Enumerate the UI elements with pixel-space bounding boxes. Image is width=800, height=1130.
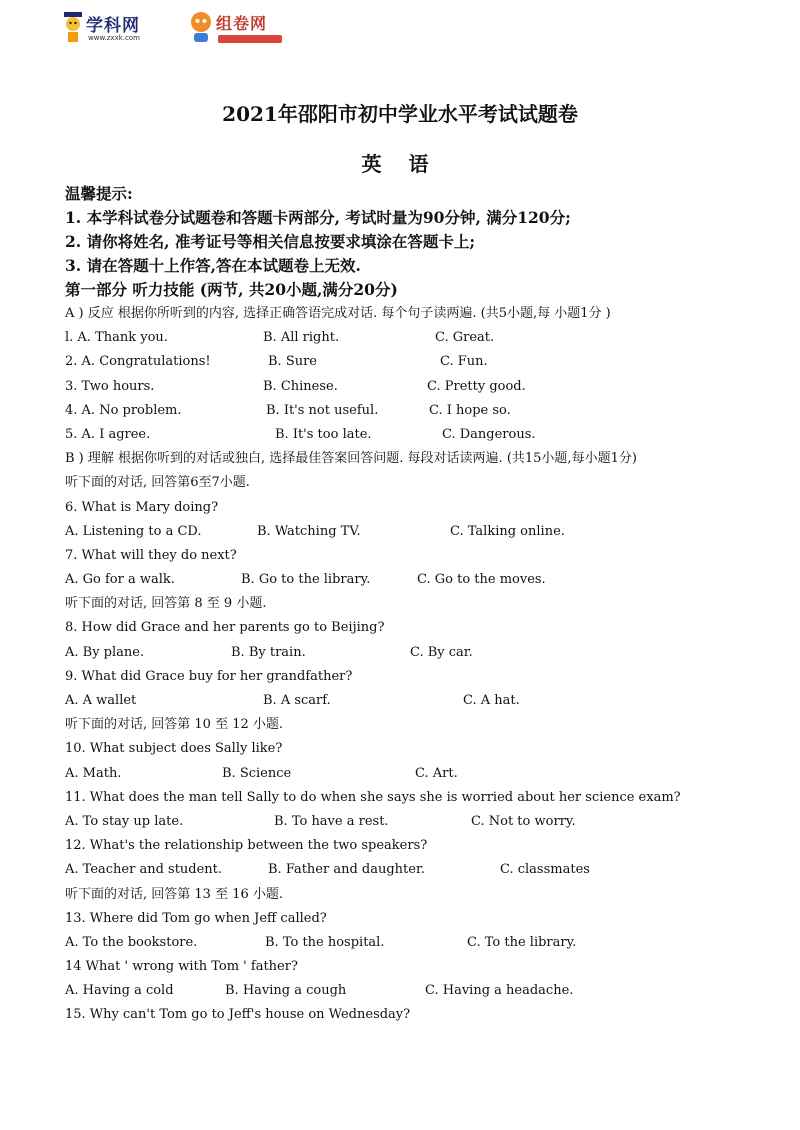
answer-option: B. It's too late. bbox=[275, 426, 372, 442]
answer-option: C. Pretty good. bbox=[427, 378, 526, 394]
answer-option: B. All right. bbox=[263, 330, 340, 346]
answer-options-row bbox=[65, 350, 765, 374]
answer-option: A. Listening to a CD. bbox=[65, 523, 202, 539]
part1-title: 第一部分 听力技能 (两节, 共20小题,满分20分) bbox=[65, 280, 398, 299]
answer-option: B. To have a rest. bbox=[274, 813, 389, 829]
answer-options-row bbox=[65, 858, 765, 882]
question-text-line: 13. Where did Tom go when Jeff called? bbox=[65, 910, 327, 926]
answer-option: C. classmates bbox=[500, 862, 590, 878]
tips-heading: 温馨提示: bbox=[65, 184, 133, 203]
question-lines bbox=[65, 302, 765, 1028]
answer-option: B. Chinese. bbox=[263, 378, 338, 394]
answer-options-row bbox=[65, 399, 765, 423]
answer-option: 3. Two hours. bbox=[65, 378, 155, 394]
answer-option: l. A. Thank you. bbox=[65, 330, 168, 346]
answer-option: B. To the hospital. bbox=[265, 934, 385, 950]
answer-option: B. By train. bbox=[231, 644, 306, 660]
question-text-line: 7. What will they do next? bbox=[65, 547, 237, 563]
answer-option: C. Art. bbox=[415, 765, 458, 781]
answer-option: A. Math. bbox=[65, 765, 122, 781]
answer-option: 4. A. No problem. bbox=[65, 402, 182, 418]
answer-option: C. Talking online. bbox=[450, 523, 565, 539]
question-text-line: 听下面的对话, 回答第 8 至 9 小题. bbox=[65, 596, 267, 612]
answer-option: A. A wallet bbox=[65, 693, 137, 708]
graduate-mascot-icon bbox=[62, 10, 84, 44]
question-text-line: 听下面的对话, 回答第 13 至 16 小题. bbox=[65, 886, 284, 902]
answer-option: C. A hat. bbox=[463, 693, 520, 708]
answer-options-row bbox=[65, 931, 765, 955]
answer-options-row bbox=[65, 326, 765, 350]
answer-option: A. Having a cold bbox=[65, 983, 174, 999]
question-text-line: B ) 理解 根据你听到的对话或独白, 选择最佳答案回答问题. 每段对话读两遍. (共15小题,每小题1分) bbox=[65, 451, 637, 467]
tip-item: 1. 本学科试卷分试题卷和答题卡两部分, 考试时量为90分钟, 满分120分; bbox=[65, 208, 571, 227]
answer-option: B. Watching TV. bbox=[257, 523, 361, 539]
question-text-line: 15. Why can't Tom go to Jeff's house on Wednesday? bbox=[65, 1007, 411, 1023]
answer-options-row bbox=[65, 423, 765, 447]
answer-option: A. To the bookstore. bbox=[65, 934, 198, 950]
answer-option: C. Fun. bbox=[440, 354, 488, 370]
answer-option: B. Sure bbox=[268, 354, 318, 370]
answer-option: C. Great. bbox=[435, 330, 495, 346]
question-text-line: 9. What did Grace buy for her grandfather? bbox=[65, 668, 353, 684]
answer-option: C. Dangerous. bbox=[442, 426, 536, 442]
question-text-line: 听下面的对话, 回答第6至7小题. bbox=[65, 475, 250, 491]
question-text-line: 14 What ' wrong with Tom ' father? bbox=[65, 959, 298, 975]
answer-option: B. Father and daughter. bbox=[268, 862, 425, 878]
mascot-head-icon bbox=[188, 10, 214, 44]
answer-option: B. Science bbox=[222, 765, 292, 781]
zxxk-logo-url: www.zxxk.com bbox=[88, 34, 140, 42]
answer-option: C. I hope so. bbox=[429, 402, 511, 418]
answer-options-row bbox=[65, 762, 765, 786]
answer-option: C. To the library. bbox=[467, 934, 577, 950]
answer-options-row bbox=[65, 375, 765, 399]
answer-option: C. By car. bbox=[410, 644, 473, 660]
answer-option: 2. A. Congratulations! bbox=[65, 354, 211, 370]
answer-option: C. Not to worry. bbox=[471, 813, 576, 829]
answer-option: A. By plane. bbox=[65, 644, 145, 660]
answer-option: A. To stay up late. bbox=[65, 813, 184, 829]
answer-options-row bbox=[65, 641, 765, 665]
zujuan-logo-tagline-bar bbox=[218, 35, 282, 43]
header-logos bbox=[62, 8, 322, 48]
question-text-line: 11. What does the man tell Sally to do when she says she is worried about her science exam? bbox=[65, 789, 681, 805]
answer-option: C. Having a headache. bbox=[425, 983, 574, 999]
question-text-line: 10. What subject does Sally like? bbox=[65, 741, 283, 757]
tip-item: 3. 请在答题十上作答,答在本试题卷上无效. bbox=[65, 256, 361, 275]
answer-option: A. Teacher and student. bbox=[65, 862, 223, 878]
answer-options-row bbox=[65, 568, 765, 592]
question-text-line: 12. What's the relationship between the two speakers? bbox=[65, 838, 428, 854]
zujuan-logo bbox=[188, 8, 298, 48]
answer-option: C. Go to the moves. bbox=[417, 572, 546, 588]
answer-option: B. Having a cough bbox=[225, 983, 347, 999]
answer-option: B. Go to the library. bbox=[241, 572, 371, 588]
question-text-line: 听下面的对话, 回答第 10 至 12 小题. bbox=[65, 717, 284, 733]
answer-options-row bbox=[65, 520, 765, 544]
zxxk-logo-name: 学科网 bbox=[86, 16, 140, 36]
subject-title: 英 语 bbox=[361, 152, 439, 176]
answer-options-row bbox=[65, 979, 765, 1003]
question-text-line: 6. What is Mary doing? bbox=[65, 499, 219, 515]
answer-options-row bbox=[65, 810, 765, 834]
answer-option: 5. A. I agree. bbox=[65, 426, 151, 442]
tip-item: 2. 请你将姓名, 准考证号等相关信息按要求填涂在答题卡上; bbox=[65, 232, 476, 251]
tips-block bbox=[65, 182, 765, 278]
exam-body bbox=[65, 182, 765, 1028]
question-text-line: A ) 反应 根据你所听到的内容, 选择正确答语完成对话. 每个句子读两遍. (共5小题,每 小题1分 ) bbox=[65, 306, 611, 321]
answer-options-row bbox=[65, 689, 765, 713]
answer-option: B. It's not useful. bbox=[266, 402, 379, 418]
zxxk-logo bbox=[62, 8, 162, 48]
answer-option: A. Go for a walk. bbox=[65, 572, 175, 588]
question-text-line: 8. How did Grace and her parents go to Beijing? bbox=[65, 620, 385, 636]
answer-option: B. A scarf. bbox=[263, 693, 331, 708]
exam-title: 2021年邵阳市初中学业水平考试试题卷 bbox=[222, 102, 578, 126]
zujuan-logo-name: 组卷网 bbox=[216, 14, 268, 33]
